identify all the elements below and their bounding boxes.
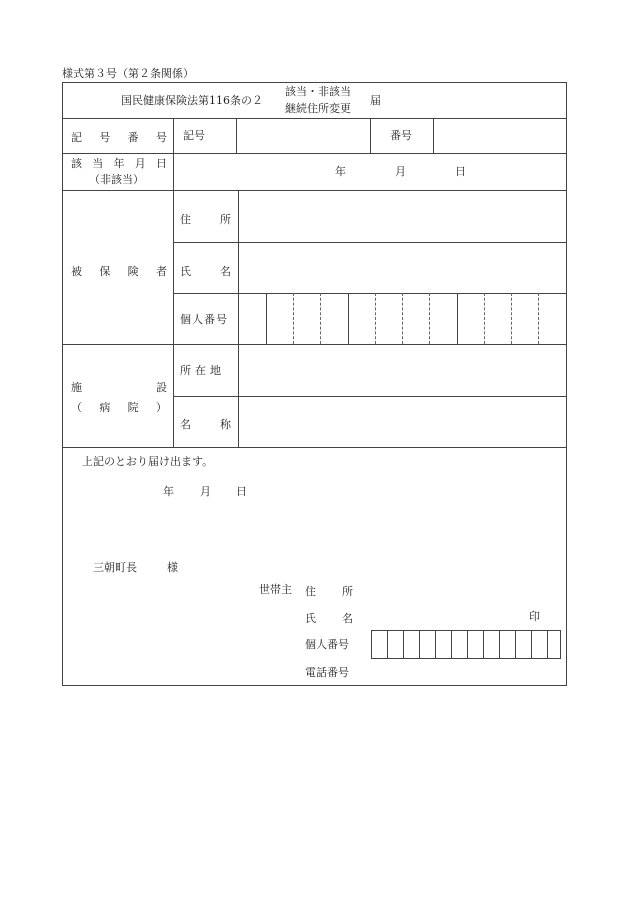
divider bbox=[173, 118, 174, 447]
divider bbox=[433, 118, 434, 153]
phone-label: 電話番号 bbox=[305, 666, 349, 679]
facility-name-input[interactable] bbox=[240, 398, 565, 446]
date-month: 月 bbox=[395, 165, 406, 178]
divider bbox=[238, 190, 239, 447]
facility-name-label bbox=[180, 416, 231, 432]
bango-label: 番号 bbox=[390, 129, 412, 142]
divider bbox=[63, 447, 566, 448]
number-row-label bbox=[71, 129, 167, 145]
title-option-2: 継続住所変更 bbox=[285, 102, 351, 115]
label-char: 者 bbox=[155, 265, 167, 278]
divider bbox=[173, 396, 566, 397]
digit-divider bbox=[402, 293, 403, 344]
digit-divider bbox=[435, 630, 436, 659]
label-char: 名 bbox=[342, 612, 353, 625]
label-char: 険 bbox=[127, 265, 139, 278]
digit-divider bbox=[515, 630, 516, 659]
label-char: 番 bbox=[127, 131, 139, 144]
kigo-label: 記号 bbox=[183, 129, 205, 142]
insured-label bbox=[71, 263, 167, 279]
divider bbox=[457, 293, 458, 344]
divider bbox=[236, 118, 237, 153]
divider bbox=[266, 293, 267, 344]
declaration-month: 月 bbox=[200, 485, 211, 498]
declaration-year: 年 bbox=[163, 485, 174, 498]
declaration-text: 上記のとおり届け出ます。 bbox=[82, 455, 214, 468]
digit-divider bbox=[320, 293, 321, 344]
honorific: 様 bbox=[167, 561, 178, 574]
title-option-1: 該当・非該当 bbox=[285, 85, 351, 98]
digit-divider bbox=[531, 630, 532, 659]
label-char: 号 bbox=[155, 131, 167, 144]
householder-mynumber-label: 個人番号 bbox=[305, 638, 349, 651]
seal-mark: 印 bbox=[529, 610, 540, 623]
bango-input[interactable] bbox=[435, 120, 565, 151]
insured-name-input[interactable] bbox=[240, 244, 565, 292]
label-char: 所 bbox=[342, 585, 353, 598]
title-suffix: 届 bbox=[370, 94, 381, 107]
label-char: 日 bbox=[156, 157, 167, 170]
label-char: 被 bbox=[71, 265, 82, 278]
digit-divider bbox=[499, 630, 500, 659]
label-char: 月 bbox=[134, 157, 146, 170]
householder-label: 世帯主 bbox=[259, 583, 292, 596]
label-char: 当 bbox=[92, 157, 104, 170]
date-day: 日 bbox=[455, 165, 466, 178]
digit-divider bbox=[375, 293, 376, 344]
label-char: 住 bbox=[180, 213, 191, 226]
declaration-day: 日 bbox=[236, 485, 247, 498]
label-char: 院 bbox=[127, 401, 139, 414]
householder-mynumber-input[interactable] bbox=[371, 630, 561, 659]
divider bbox=[63, 344, 566, 345]
label-char: 病 bbox=[99, 401, 111, 414]
label-char: 氏 bbox=[305, 612, 316, 625]
form-frame bbox=[62, 82, 567, 686]
facility-location-label: 所在地 bbox=[180, 364, 225, 377]
title-law: 国民健康保険法第116条の２ bbox=[121, 94, 263, 107]
label-char: 所 bbox=[220, 213, 231, 226]
label-char: 設 bbox=[156, 381, 167, 394]
divider bbox=[63, 190, 566, 191]
digit-divider bbox=[293, 293, 294, 344]
digit-divider bbox=[511, 293, 512, 344]
date-year: 年 bbox=[335, 165, 346, 178]
form-number: 様式第３号（第２条関係） bbox=[62, 67, 194, 80]
insured-name-label bbox=[180, 263, 231, 279]
date-row-label bbox=[71, 155, 167, 171]
digit-divider bbox=[429, 293, 430, 344]
date-row-sublabel: （非該当） bbox=[89, 173, 144, 186]
divider bbox=[370, 118, 371, 153]
insured-address-input[interactable] bbox=[240, 192, 565, 240]
label-char: ） bbox=[155, 401, 167, 414]
digit-divider bbox=[451, 630, 452, 659]
divider bbox=[63, 118, 566, 119]
label-char: （ bbox=[71, 401, 82, 414]
label-char: 住 bbox=[305, 585, 316, 598]
digit-divider bbox=[403, 630, 404, 659]
label-char: 該 bbox=[71, 157, 82, 170]
label-char: 名 bbox=[180, 418, 191, 431]
divider bbox=[173, 242, 566, 243]
label-char: 年 bbox=[113, 157, 125, 170]
householder-name-label bbox=[305, 610, 353, 626]
facility-label bbox=[71, 379, 167, 395]
label-char: 号 bbox=[99, 131, 111, 144]
divider bbox=[63, 153, 566, 154]
facility-sublabel bbox=[71, 399, 167, 415]
insured-mynumber-label: 個人番号 bbox=[180, 313, 228, 326]
divider bbox=[348, 293, 349, 344]
label-char: 保 bbox=[99, 265, 111, 278]
digit-divider bbox=[467, 630, 468, 659]
digit-divider bbox=[547, 630, 548, 659]
digit-divider bbox=[419, 630, 420, 659]
kigo-input[interactable] bbox=[238, 120, 368, 151]
digit-divider bbox=[538, 293, 539, 344]
label-char: 名 bbox=[220, 265, 231, 278]
digit-divider bbox=[387, 630, 388, 659]
addressee: 三朝町長 bbox=[93, 561, 137, 574]
digit-divider bbox=[483, 630, 484, 659]
divider bbox=[173, 293, 566, 294]
facility-location-input[interactable] bbox=[240, 346, 565, 394]
householder-address-label bbox=[305, 583, 353, 599]
insured-address-label bbox=[180, 211, 231, 227]
label-char: 施 bbox=[71, 381, 82, 394]
label-char: 記 bbox=[71, 131, 82, 144]
digit-divider bbox=[484, 293, 485, 344]
label-char: 称 bbox=[220, 418, 231, 431]
label-char: 氏 bbox=[180, 265, 191, 278]
